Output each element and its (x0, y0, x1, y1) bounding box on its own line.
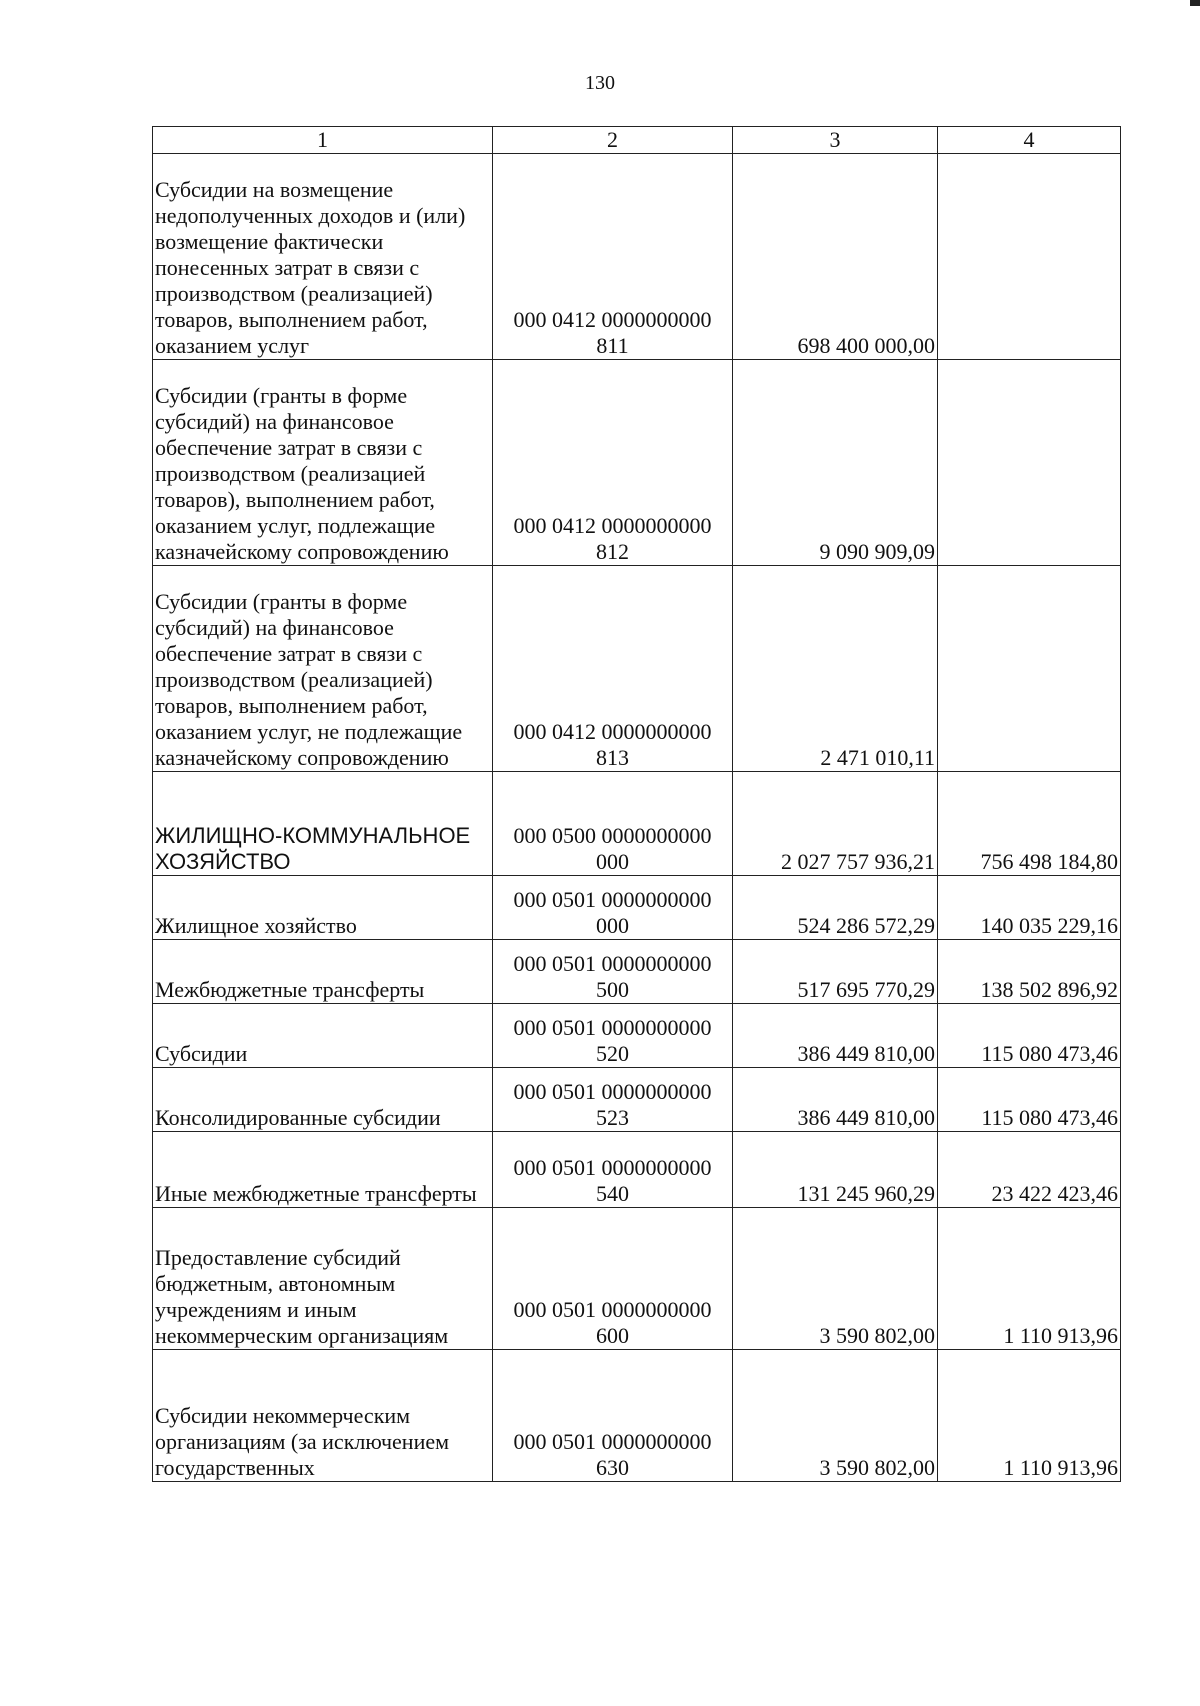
table-row (153, 876, 1121, 940)
row-code (493, 1132, 733, 1208)
row-amount-4 (938, 566, 1121, 772)
table-row (153, 566, 1121, 772)
table-row (153, 1132, 1121, 1208)
code-line-1: 000 0501 0000000000 (513, 887, 712, 913)
row-code (493, 360, 733, 566)
code-line-1: 000 0500 0000000000 (513, 823, 712, 849)
table-row (153, 1208, 1121, 1350)
table-row (153, 154, 1121, 360)
code-line-2: 520 (596, 1041, 629, 1067)
code-line-1: 000 0412 0000000000 (513, 513, 712, 539)
row-amount-3: 524 286 572,29 (733, 876, 938, 940)
page-number: 130 (585, 72, 615, 94)
table-row (153, 940, 1121, 1004)
row-name: Жилищное хозяйство (153, 876, 493, 940)
code-line-1: 000 0412 0000000000 (513, 719, 712, 745)
code-line-2: 630 (596, 1455, 629, 1481)
table-row (153, 772, 1121, 876)
row-code (493, 566, 733, 772)
row-name: Консолидированные субсидии (153, 1068, 493, 1132)
row-code (493, 940, 733, 1004)
row-amount-3: 131 245 960,29 (733, 1132, 938, 1208)
code-line-2: 000 (596, 913, 629, 939)
row-amount-3: 3 590 802,00 (733, 1350, 938, 1482)
row-code (493, 772, 733, 876)
row-amount-4: 756 498 184,80 (938, 772, 1121, 876)
header-col-3: 3 (733, 127, 938, 154)
code-line-1: 000 0501 0000000000 (513, 1429, 712, 1455)
row-amount-3: 9 090 909,09 (733, 360, 938, 566)
row-amount-4: 138 502 896,92 (938, 940, 1121, 1004)
row-code (493, 1208, 733, 1350)
table-row (153, 1350, 1121, 1482)
row-code (493, 876, 733, 940)
row-code (493, 1004, 733, 1068)
header-col-2: 2 (493, 127, 733, 154)
code-line-2: 812 (596, 539, 629, 565)
code-line-1: 000 0501 0000000000 (513, 1297, 712, 1323)
code-line-2: 540 (596, 1181, 629, 1207)
header-col-4: 4 (938, 127, 1121, 154)
row-amount-3: 3 590 802,00 (733, 1208, 938, 1350)
row-amount-3: 386 449 810,00 (733, 1068, 938, 1132)
row-amount-4: 1 110 913,96 (938, 1208, 1121, 1350)
row-amount-3: 517 695 770,29 (733, 940, 938, 1004)
row-amount-4: 140 035 229,16 (938, 876, 1121, 940)
table-row (153, 1004, 1121, 1068)
row-name: Субсидии на возмещение недополученных доходов и (или) возмещение фактически понесенных затрат в связи с производством (реализацией) товаров, выполнением работ, оказанием услуг (153, 154, 493, 360)
row-name: Субсидии (153, 1004, 493, 1068)
row-amount-4: 115 080 473,46 (938, 1004, 1121, 1068)
row-name: Субсидии некоммерческим организациям (за исключением государственных (153, 1350, 493, 1482)
header-row (153, 127, 1121, 154)
row-amount-4: 115 080 473,46 (938, 1068, 1121, 1132)
code-line-2: 811 (596, 333, 629, 359)
table-row (153, 1068, 1121, 1132)
row-name: Субсидии (гранты в форме субсидий) на финансовое обеспечение затрат в связи с производством (реализацией) товаров, выполнением работ, оказанием услуг, не подлежащие казначейскому сопровождению (153, 566, 493, 772)
row-name: Субсидии (гранты в форме субсидий) на финансовое обеспечение затрат в связи с производством (реализацией товаров), выполнением работ, оказанием услуг, подлежащие казначейскому сопровождению (153, 360, 493, 566)
row-name: Межбюджетные трансферты (153, 940, 493, 1004)
code-line-1: 000 0501 0000000000 (513, 1015, 712, 1041)
row-amount-4: 23 422 423,46 (938, 1132, 1121, 1208)
code-line-2: 813 (596, 745, 629, 771)
code-line-2: 600 (596, 1323, 629, 1349)
row-code (493, 154, 733, 360)
code-line-2: 523 (596, 1105, 629, 1131)
row-name: ЖИЛИЩНО-КОММУНАЛЬНОЕ ХОЗЯЙСТВО (153, 772, 493, 876)
corner-mark (1190, 0, 1200, 6)
row-name: Иные межбюджетные трансферты (153, 1132, 493, 1208)
code-line-1: 000 0501 0000000000 (513, 1155, 712, 1181)
row-code (493, 1350, 733, 1482)
row-code (493, 1068, 733, 1132)
header-col-1: 1 (153, 127, 493, 154)
table-row (153, 360, 1121, 566)
code-line-2: 000 (596, 849, 629, 875)
row-amount-4 (938, 360, 1121, 566)
row-amount-4: 1 110 913,96 (938, 1350, 1121, 1482)
row-name: Предоставление субсидий бюджетным, автономным учреждениям и иным некоммерческим организациям (153, 1208, 493, 1350)
row-amount-4 (938, 154, 1121, 360)
code-line-1: 000 0501 0000000000 (513, 1079, 712, 1105)
row-amount-3: 698 400 000,00 (733, 154, 938, 360)
row-amount-3: 2 471 010,11 (733, 566, 938, 772)
budget-table (152, 126, 1121, 1482)
code-line-1: 000 0412 0000000000 (513, 307, 712, 333)
code-line-2: 500 (596, 977, 629, 1003)
row-amount-3: 386 449 810,00 (733, 1004, 938, 1068)
row-amount-3: 2 027 757 936,21 (733, 772, 938, 876)
code-line-1: 000 0501 0000000000 (513, 951, 712, 977)
